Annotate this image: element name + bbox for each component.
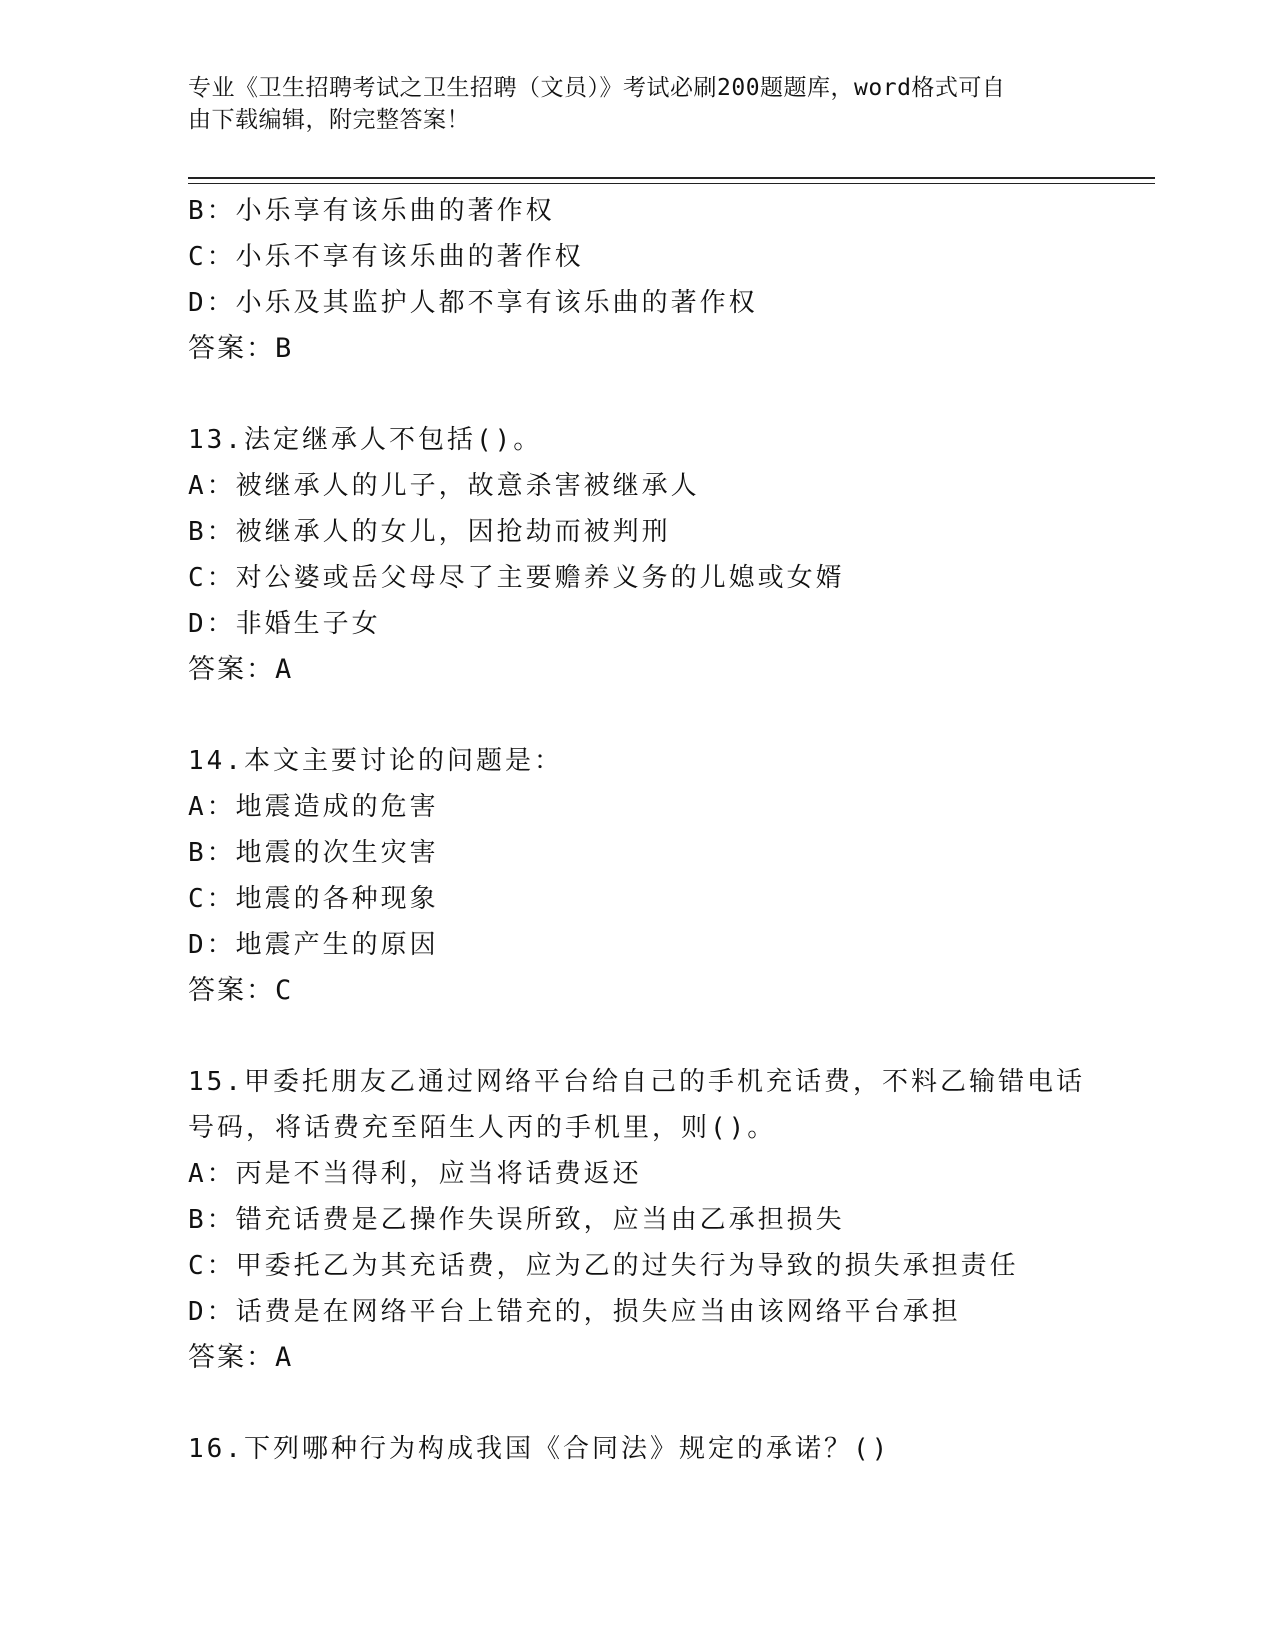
question-stem: 13.法定继承人不包括()。 [188, 425, 543, 455]
question-13 [188, 417, 1088, 693]
document-body [188, 188, 1088, 1472]
answer-line [188, 647, 1088, 693]
question-12-continued [188, 188, 1088, 372]
header-line-2: 由下载编辑，附完整答案！ [188, 107, 470, 133]
answer-label: 答案： [188, 1342, 275, 1373]
spacer [188, 1381, 1088, 1426]
answer-line [188, 1335, 1088, 1381]
question-16 [188, 1426, 1088, 1472]
spacer [188, 372, 1088, 417]
option-a: A：丙是不当得利，应当将话费返还 [188, 1159, 642, 1189]
header-divider-thick [188, 177, 1155, 179]
option-c: C：对公婆或岳父母尽了主要赡养义务的儿媳或女婿 [188, 563, 845, 593]
question-stem-line-2: 号码，将话费充至陌生人丙的手机里，则()。 [188, 1113, 777, 1143]
option-b: B：小乐享有该乐曲的著作权 [188, 196, 555, 226]
header-divider-thin [188, 183, 1155, 184]
option-d: D：小乐及其监护人都不享有该乐曲的著作权 [188, 288, 758, 318]
answer-value: A [275, 654, 293, 685]
answer-value: C [275, 975, 293, 1006]
document-header [188, 72, 1068, 136]
answer-value: B [275, 333, 293, 364]
option-a: A：地震造成的危害 [188, 792, 439, 822]
answer-line [188, 968, 1088, 1014]
question-stem: 16.下列哪种行为构成我国《合同法》规定的承诺？() [188, 1434, 891, 1464]
question-15 [188, 1059, 1088, 1381]
option-d: D：地震产生的原因 [188, 930, 439, 960]
option-c: C：地震的各种现象 [188, 884, 439, 914]
question-stem-line-1: 15.甲委托朋友乙通过网络平台给自己的手机充话费，不料乙输错电话 [188, 1067, 1085, 1097]
answer-line [188, 326, 1088, 372]
question-14 [188, 738, 1088, 1014]
option-b: B：地震的次生灾害 [188, 838, 439, 868]
option-d: D：非婚生子女 [188, 609, 381, 639]
spacer [188, 693, 1088, 738]
answer-label: 答案： [188, 333, 275, 364]
answer-value: A [275, 1342, 293, 1373]
answer-label: 答案： [188, 975, 275, 1006]
option-b: B：被继承人的女儿，因抢劫而被判刑 [188, 517, 671, 547]
option-c: C：甲委托乙为其充话费，应为乙的过失行为导致的损失承担责任 [188, 1251, 1019, 1281]
option-c: C：小乐不享有该乐曲的著作权 [188, 242, 584, 272]
option-a: A：被继承人的儿子，故意杀害被继承人 [188, 471, 700, 501]
header-line-1: 专业《卫生招聘考试之卫生招聘（文员）》考试必刷200题题库，word格式可自 [188, 75, 1006, 101]
option-b: B：错充话费是乙操作失误所致，应当由乙承担损失 [188, 1205, 845, 1235]
answer-label: 答案： [188, 654, 275, 685]
spacer [188, 1014, 1088, 1059]
option-d: D：话费是在网络平台上错充的，损失应当由该网络平台承担 [188, 1297, 961, 1327]
question-stem: 14.本文主要讨论的问题是： [188, 746, 563, 776]
